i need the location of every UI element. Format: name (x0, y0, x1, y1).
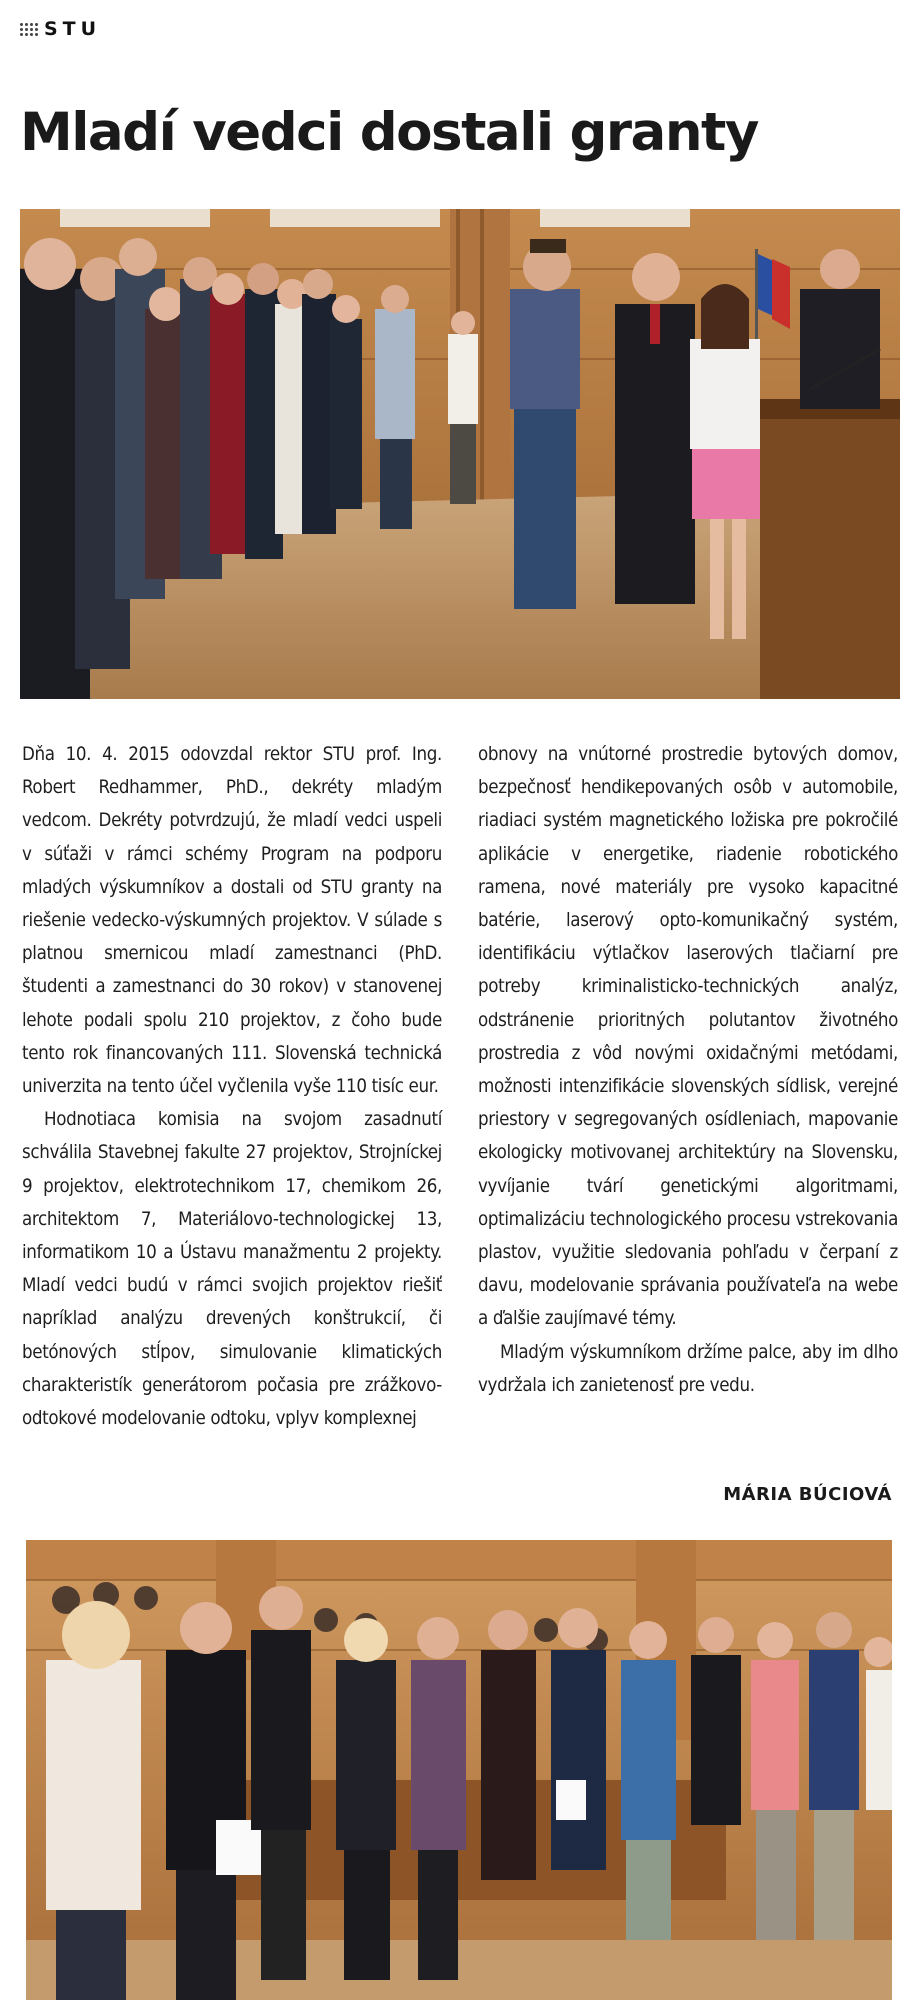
paragraph-2: Hodnotiaca komisia na svojom zasadnutí schválila Stavebnej fakulte 27 projektov, Strojníckej 9 projektov, elektrotechnikom 17, chemikom 26, architektom 7, Materiálovo-technologickej 13, informatikom 10 a Ústavu manažmentu 2 projekty. Mladí vedci budú v rámci svojich projektov riešiť napríklad analýzu drevených konštrukcií, či betónových stĺpov, simulovanie klimatických charakteristík generátorom počasia pre zrážkovo-odtokové modelovanie odtoku, vplyv komplexnej (22, 1109, 442, 1430)
paragraph-4: Mladým výskumníkom držíme palce, aby im dlho vydržala ich zanietenosť pre vedu. (478, 1341, 898, 1396)
logo-text: STU (44, 18, 102, 40)
stu-logo (20, 18, 101, 40)
researchers-photo (26, 1540, 892, 2000)
paragraph-3: obnovy na vnútorné prostredie bytových domov, bezpečnosť hendikepovaných osôb v automobile, riadiaci systém magnetického ložiska pre pokročilé aplikácie v energetike, riadenie robotického ramena, nové materiály pre vysoko kapacitné batérie, laserový opto-komunikačný systém, identifikáciu výtlačkov laserových tlačiarní pre potreby kriminalisticko-technických analýz, odstránenie prioritných polutantov životného prostredia z vôd novými oxidačnými metódami, možnosti intenzifikácie slovenských sídlisk, verejné priestory v segregovaných osídleniach, mapovanie ekologicky motivovanej architektúry na Slovensku, vyvíjanie tvárí genetickými algoritmami, optimalizáciu technologického procesu vstrekovania plastov, využitie sledovania pohľadu v čerpaní z davu, modelovanie správania používateľa na webe a ďalšie zaujímavé témy. (478, 744, 898, 1330)
author-byline: MÁRIA BÚCIOVÁ (723, 1484, 892, 1505)
ceremony-photo (20, 209, 900, 699)
logo-dots-icon (20, 23, 38, 36)
paragraph-1: Dňa 10. 4. 2015 odovzdal rektor STU prof. Ing. Robert Redhammer, PhD., dekréty mladým vedcom. Dekréty potvrdzujú, že mladí vedci uspeli v súťaži v rámci schémy Program na podporu mladých výskumníkov a dostali od STU granty na riešenie vedecko-výskumných projektov. V súlade s platnou smernicou mladí zamestnanci (PhD. študenti a zamestnanci do 30 rokov) v stanovenej lehote podali spolu 210 projektov, z čoho bude tento rok financovaných 111. Slovenská technická univerzita na tento účel vyčlenila vyše 110 tisíc eur. (22, 744, 442, 1098)
article-title: Mladí vedci dostali granty (20, 102, 758, 163)
article-left-column (22, 738, 442, 1435)
article-right-column (478, 738, 898, 1402)
